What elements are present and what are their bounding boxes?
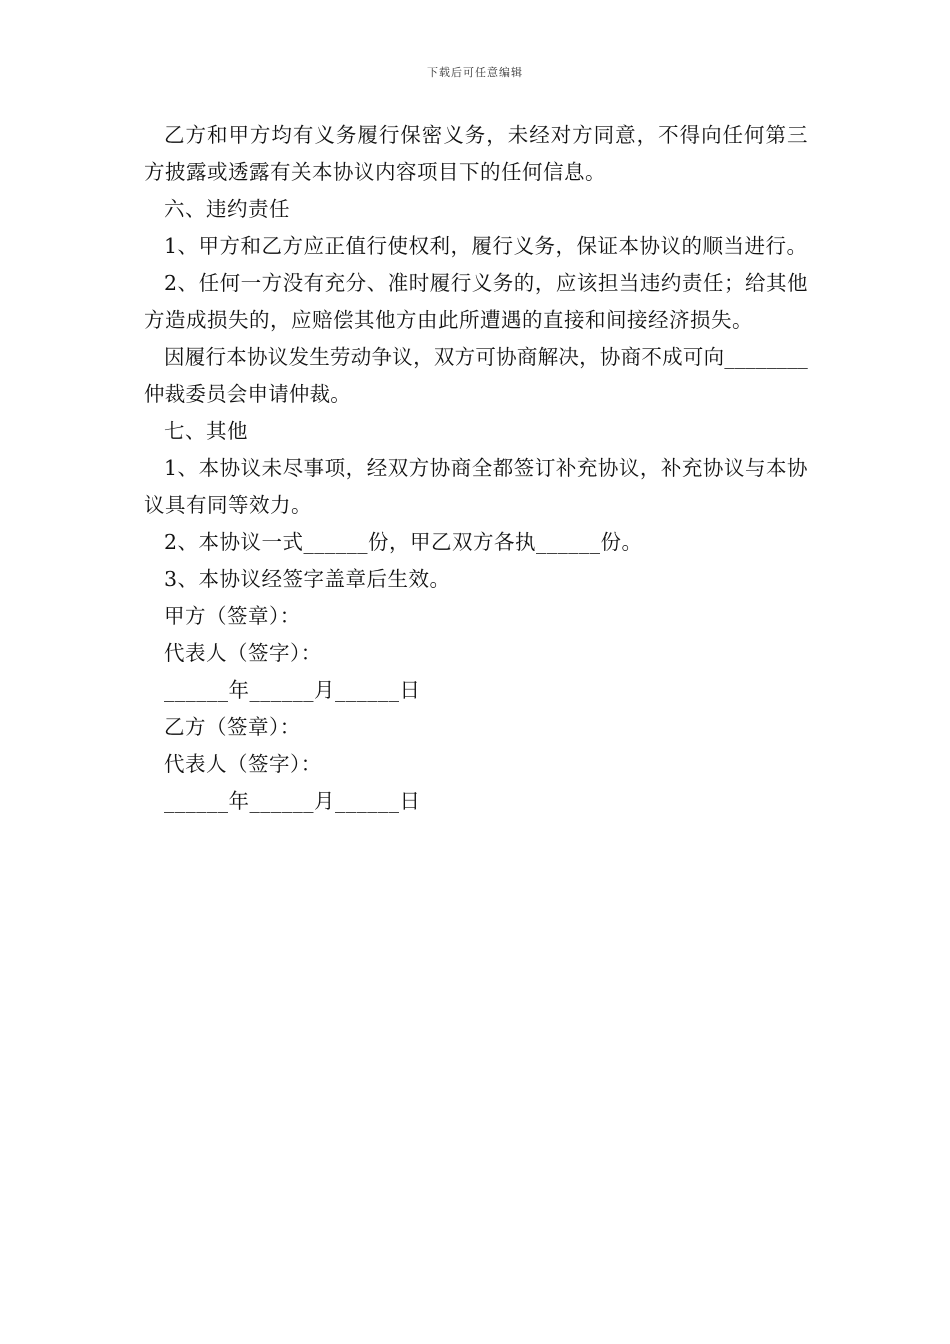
other-clause-1: 1、本协议未尽事项，经双方协商全都签订补充协议，补充协议与本协议具有同等效力。 (144, 456, 808, 517)
party-a-date-line: ______年______月______日 (164, 678, 421, 702)
section-heading-other: 七、其他 (164, 419, 248, 443)
dispute-clause: 因履行本协议发生劳动争议，双方可协商解决，协商不成可向________仲裁委员会申请仲裁。 (144, 345, 808, 406)
confidentiality-paragraph: 乙方和甲方均有义务履行保密义务，未经对方同意，不得向任何第三方披露或透露有关本协议内容项目下的任何信息。 (144, 123, 808, 184)
party-a-signature-line: 甲方（签章）： (164, 604, 301, 628)
party-b-date-line: ______年______月______日 (164, 789, 421, 813)
other-clause-2: 2、本协议一式______份，甲乙双方各执______份。 (164, 530, 643, 554)
document-body (144, 117, 808, 820)
party-b-representative-line: 代表人（签字）： (164, 752, 322, 776)
page-header: 下载后可任意编辑 (427, 66, 523, 79)
party-a-representative-line: 代表人（签字）： (164, 641, 322, 665)
party-b-signature-line: 乙方（签章）： (164, 715, 301, 739)
other-clause-3: 3、本协议经签字盖章后生效。 (164, 567, 451, 591)
liability-clause-1: 1、甲方和乙方应正值行使权利，履行义务，保证本协议的顺当进行。 (164, 234, 808, 258)
section-heading-liability: 六、违约责任 (164, 197, 290, 221)
liability-clause-2: 2、任何一方没有充分、准时履行义务的，应该担当违约责任；给其他方造成损失的，应赔偿其他方由此所遭遇的直接和间接经济损失。 (144, 271, 808, 332)
